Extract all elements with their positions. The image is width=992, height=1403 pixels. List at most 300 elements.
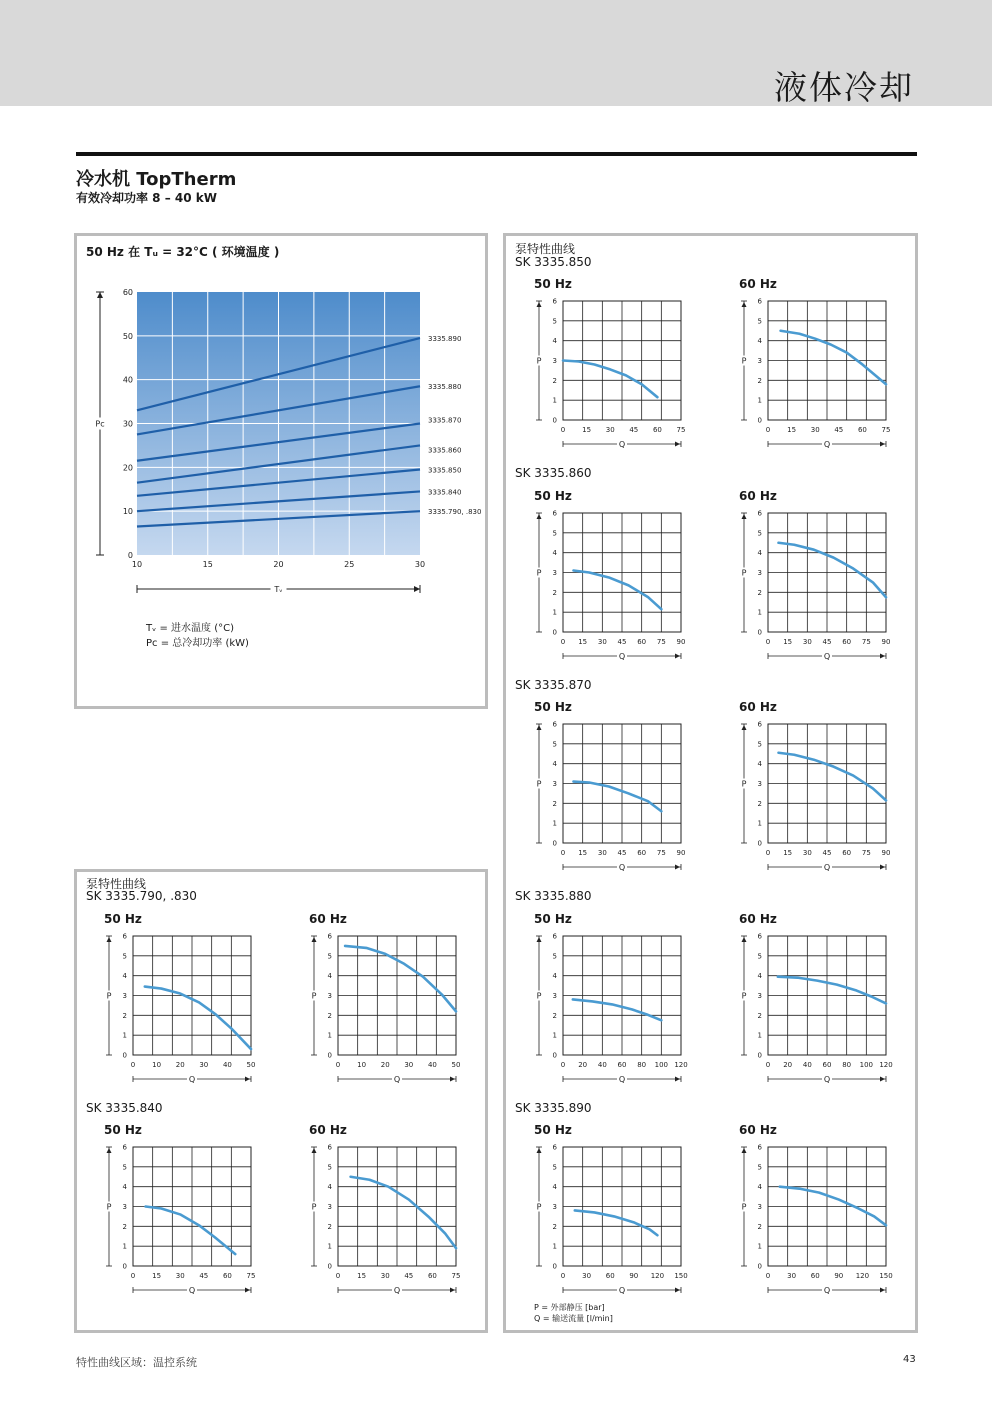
pump-chart	[512, 495, 712, 665]
x-tick-label: 0	[765, 426, 771, 434]
p-axis-label: P	[741, 356, 747, 366]
x-tick-label: 45	[822, 638, 832, 646]
p-axis-label: P	[311, 991, 317, 1001]
p-axis-label: P	[536, 1202, 542, 1212]
y-tick-label: 1	[757, 1242, 762, 1251]
x-tick-label: 20	[783, 1061, 793, 1069]
y-tick-label: 40	[122, 375, 133, 385]
x-tick-label: 90	[676, 638, 686, 646]
y-tick-label: 3	[757, 569, 762, 577]
x-tick-label: 0	[130, 1272, 136, 1280]
x-tick-label: 50	[451, 1061, 461, 1069]
freq-label: 60 Hz	[309, 1123, 347, 1137]
p-axis-label: P	[536, 356, 542, 366]
x-tick-label: 45	[617, 638, 627, 646]
x-tick-label: 30	[802, 849, 812, 857]
x-tick-label: 60	[637, 638, 647, 646]
y-tick-label: 2	[757, 1011, 762, 1020]
q-axis-arrow	[450, 1288, 455, 1293]
y-tick-label: 1	[757, 819, 762, 828]
pump-chart	[717, 706, 917, 876]
x-tick-label: 15	[357, 1272, 367, 1280]
q-axis-arrow	[675, 654, 680, 659]
series-label: 3335.790, .830	[428, 508, 482, 517]
y-tick-label: 1	[552, 608, 557, 617]
series-label: 3335.890	[428, 335, 462, 344]
x-tick-label: 40	[802, 1061, 812, 1069]
y-tick-label: 5	[757, 952, 762, 961]
x-tick-label: 80	[637, 1061, 647, 1069]
pump-chart	[717, 283, 917, 453]
y-tick-label: 2	[552, 1222, 557, 1231]
y-tick-label: 0	[122, 1262, 127, 1271]
y-tick-label: 6	[757, 720, 762, 729]
x-tick-label: 15	[787, 426, 797, 434]
x-tick-label: 25	[344, 560, 355, 569]
title-rule	[76, 152, 917, 156]
x-tick-label: 45	[629, 426, 639, 434]
y-tick-label: 6	[122, 1143, 127, 1152]
y-tick-label: 1	[552, 396, 557, 405]
pump-chart	[717, 495, 917, 665]
y-tick-label: 0	[552, 839, 557, 848]
y-tick-label: 0	[122, 1051, 127, 1060]
x-axis-label: Tᵥ	[274, 585, 283, 594]
q-axis-label: Q	[618, 652, 626, 661]
product-title: 冷水机 TopTherm	[76, 169, 237, 190]
x-tick-label: 100	[654, 1061, 669, 1069]
y-tick-label: 3	[552, 780, 557, 788]
model-label-860: SK 3335.860	[515, 466, 592, 480]
x-tick-label: 60	[810, 1272, 820, 1280]
y-tick-label: 2	[552, 1011, 557, 1020]
q-axis-label: Q	[393, 1286, 401, 1295]
y-tick-label: 6	[757, 1143, 762, 1152]
right-pumps-heading: 泵特性曲线	[515, 242, 576, 256]
model-label-850: SK 3335.850	[515, 255, 592, 269]
x-tick-label: 30	[810, 426, 820, 434]
y-tick-label: 1	[122, 1031, 127, 1040]
series-label: 3335.870	[428, 416, 462, 425]
x-tick-label: 100	[859, 1061, 874, 1069]
y-tick-label: 3	[757, 992, 762, 1000]
main-cooling-chart	[90, 285, 490, 605]
y-tick-label: 4	[552, 760, 557, 769]
y-tick-label: 4	[757, 760, 762, 769]
y-tick-label: 4	[552, 972, 557, 981]
q-axis-label: Q	[618, 863, 626, 872]
x-tick-label: 0	[765, 638, 771, 646]
y-tick-label: 20	[122, 463, 133, 473]
x-tick-label: 10	[152, 1061, 162, 1069]
p-axis-label: P	[106, 1202, 112, 1212]
p-axis-arrow	[537, 725, 542, 730]
p-axis-arrow	[107, 1148, 112, 1153]
x-tick-label: 40	[222, 1061, 232, 1069]
y-tick-label: 4	[757, 1183, 762, 1192]
pump-chart	[512, 1129, 712, 1299]
x-tick-label: 75	[881, 426, 891, 434]
p-axis-label: P	[741, 1202, 747, 1212]
y-tick-label: 4	[757, 972, 762, 981]
p-axis-arrow	[537, 937, 542, 942]
x-tick-label: 80	[842, 1061, 852, 1069]
x-tick-label: 120	[674, 1061, 688, 1069]
x-tick-label: 15	[152, 1272, 162, 1280]
x-tick-label: 75	[861, 849, 871, 857]
y-tick-label: 2	[757, 1222, 762, 1231]
freq-label: 50 Hz	[534, 912, 572, 926]
x-tick-label: 0	[765, 1272, 771, 1280]
x-tick-label: 0	[560, 426, 566, 434]
x-tick-label: 45	[404, 1272, 414, 1280]
y-tick-label: 0	[552, 1262, 557, 1271]
y-tick-label: 3	[552, 992, 557, 1000]
y-tick-label: 4	[327, 972, 332, 981]
x-tick-label: 30	[605, 426, 615, 434]
y-tick-label: 2	[757, 588, 762, 597]
x-tick-label: 0	[560, 638, 566, 646]
y-tick-label: 2	[552, 376, 557, 385]
x-tick-label: 30	[787, 1272, 797, 1280]
main-chart-title: 50 Hz 在 Tᵤ = 32°C ( 环境温度 )	[86, 245, 280, 259]
y-tick-label: 0	[757, 628, 762, 637]
y-tick-label: 0	[327, 1051, 332, 1060]
q-axis-label: Q	[823, 1075, 831, 1084]
q-axis-arrow	[675, 442, 680, 447]
product-subtitle: 有效冷却功率 8 – 40 kW	[76, 191, 217, 205]
pump-chart	[512, 918, 712, 1088]
x-tick-label: 120	[855, 1272, 870, 1280]
x-tick-label: 30	[199, 1061, 209, 1069]
y-tick-label: 4	[327, 1183, 332, 1192]
y-tick-label: 2	[757, 376, 762, 385]
pump-chart	[717, 1129, 917, 1299]
y-tick-label: 5	[122, 952, 127, 961]
freq-label: 60 Hz	[309, 912, 347, 926]
x-tick-label: 0	[560, 1272, 566, 1280]
x-tick-label: 20	[273, 560, 284, 569]
units-p: P = 外部静压 [bar]	[534, 1303, 605, 1312]
y-tick-label: 5	[327, 952, 332, 961]
x-tick-label: 50	[246, 1061, 256, 1069]
x-tick-label: 60	[427, 1272, 437, 1280]
x-tick-label: 150	[879, 1272, 893, 1280]
x-tick-label: 30	[380, 1272, 390, 1280]
x-tick-label: 75	[861, 638, 871, 646]
x-tick-label: 20	[175, 1061, 185, 1069]
x-tick-label: 120	[879, 1061, 893, 1069]
q-axis-label: Q	[188, 1286, 196, 1295]
y-tick-label: 5	[552, 740, 557, 749]
left-pumps-heading: 泵特性曲线	[86, 877, 147, 891]
legend-tw: Tᵥ = 进水温度 (°C)	[146, 623, 234, 634]
q-axis-arrow	[675, 1288, 680, 1293]
y-tick-label: 3	[757, 357, 762, 365]
pump-chart	[512, 283, 712, 453]
y-tick-label: 5	[552, 1163, 557, 1172]
x-tick-label: 15	[783, 638, 793, 646]
y-tick-label: 0	[757, 416, 762, 425]
y-tick-label: 0	[552, 628, 557, 637]
y-tick-label: 3	[327, 1203, 332, 1211]
x-tick-label: 10	[131, 560, 143, 569]
q-axis-arrow	[880, 1077, 885, 1082]
x-tick-label: 30	[582, 1272, 592, 1280]
x-tick-label: 90	[881, 638, 891, 646]
p-axis-arrow	[742, 937, 747, 942]
freq-label: 50 Hz	[534, 700, 572, 714]
x-tick-label: 15	[582, 426, 592, 434]
freq-label: 50 Hz	[534, 277, 572, 291]
freq-label: 50 Hz	[104, 912, 142, 926]
y-tick-label: 2	[757, 799, 762, 808]
model-label-790: SK 3335.790, .830	[86, 889, 197, 903]
x-tick-label: 90	[834, 1272, 844, 1280]
x-tick-label: 40	[427, 1061, 437, 1069]
q-axis-arrow	[245, 1288, 250, 1293]
q-axis-arrow	[880, 442, 885, 447]
q-axis-label: Q	[188, 1075, 196, 1084]
y-tick-label: 1	[552, 819, 557, 828]
y-tick-label: 6	[122, 932, 127, 941]
model-label-840: SK 3335.840	[86, 1101, 163, 1115]
y-tick-label: 2	[327, 1222, 332, 1231]
y-tick-label: 3	[552, 1203, 557, 1211]
y-tick-label: 30	[122, 419, 133, 429]
freq-label: 50 Hz	[534, 489, 572, 503]
y-tick-label: 3	[552, 357, 557, 365]
x-tick-label: 120	[650, 1272, 665, 1280]
p-axis-label: P	[741, 991, 747, 1001]
x-tick-label: 60	[822, 1061, 832, 1069]
y-tick-label: 5	[757, 1163, 762, 1172]
q-axis-arrow	[880, 654, 885, 659]
freq-label: 60 Hz	[739, 277, 777, 291]
p-axis-arrow	[742, 1148, 747, 1153]
y-tick-label: 6	[552, 720, 557, 729]
y-tick-label: 4	[122, 972, 127, 981]
y-tick-label: 1	[757, 1031, 762, 1040]
x-tick-label: 20	[578, 1061, 588, 1069]
y-tick-label: 1	[327, 1031, 332, 1040]
model-label-880: SK 3335.880	[515, 889, 592, 903]
q-axis-arrow	[880, 865, 885, 870]
freq-label: 60 Hz	[739, 700, 777, 714]
y-tick-label: 5	[552, 952, 557, 961]
x-tick-label: 90	[629, 1272, 639, 1280]
x-tick-label: 60	[637, 849, 647, 857]
y-tick-label: 4	[552, 1183, 557, 1192]
x-tick-label: 40	[597, 1061, 607, 1069]
p-axis-arrow	[537, 514, 542, 519]
y-tick-label: 6	[552, 297, 557, 306]
y-tick-label: 0	[757, 1262, 762, 1271]
y-tick-label: 3	[327, 992, 332, 1000]
y-tick-label: 1	[327, 1242, 332, 1251]
p-axis-arrow	[107, 937, 112, 942]
y-tick-label: 6	[552, 932, 557, 941]
y-tick-label: 2	[552, 799, 557, 808]
q-axis-arrow	[450, 1077, 455, 1082]
p-axis-arrow	[742, 302, 747, 307]
q-axis-label: Q	[618, 1075, 626, 1084]
pump-chart	[717, 918, 917, 1088]
x-tick-label: 0	[335, 1061, 341, 1069]
x-tick-label: 15	[578, 638, 588, 646]
y-tick-label: 6	[757, 932, 762, 941]
y-tick-label: 4	[552, 337, 557, 346]
pump-chart	[287, 918, 487, 1088]
x-tick-label: 0	[130, 1061, 136, 1069]
x-tick-label: 45	[199, 1272, 209, 1280]
y-tick-label: 3	[122, 1203, 127, 1211]
q-axis-label: Q	[823, 652, 831, 661]
x-tick-label: 75	[656, 849, 666, 857]
x-tick-label: 45	[617, 849, 627, 857]
y-tick-label: 5	[122, 1163, 127, 1172]
x-tick-label: 30	[175, 1272, 185, 1280]
y-tick-label: 60	[122, 288, 133, 297]
freq-label: 50 Hz	[104, 1123, 142, 1137]
x-tick-label: 45	[822, 849, 832, 857]
y-tick-label: 3	[122, 992, 127, 1000]
y-tick-label: 0	[757, 1051, 762, 1060]
p-axis-arrow	[742, 514, 747, 519]
x-tick-label: 45	[834, 426, 844, 434]
p-axis-label: P	[311, 1202, 317, 1212]
pump-chart	[82, 918, 282, 1088]
q-axis-arrow	[675, 1077, 680, 1082]
y-tick-label: 1	[757, 396, 762, 405]
x-tick-label: 90	[881, 849, 891, 857]
p-axis-arrow	[537, 1148, 542, 1153]
x-tick-label: 60	[652, 426, 662, 434]
p-axis-arrow	[312, 937, 317, 942]
model-label-890: SK 3335.890	[515, 1101, 592, 1115]
y-tick-label: 2	[327, 1011, 332, 1020]
y-tick-label: 5	[552, 317, 557, 326]
x-tick-label: 10	[357, 1061, 367, 1069]
x-tick-label: 30	[414, 560, 426, 569]
y-tick-label: 5	[552, 529, 557, 538]
q-axis-label: Q	[618, 440, 626, 449]
footer-text: 特性曲线区域：温控系统	[76, 1356, 197, 1369]
x-tick-label: 0	[560, 1061, 566, 1069]
y-tick-label: 3	[552, 569, 557, 577]
freq-label: 50 Hz	[534, 1123, 572, 1137]
y-tick-label: 6	[327, 1143, 332, 1152]
q-axis-label: Q	[618, 1286, 626, 1295]
y-tick-label: 0	[127, 551, 133, 560]
x-tick-label: 0	[765, 1061, 771, 1069]
x-tick-label: 0	[560, 849, 566, 857]
p-axis-label: P	[741, 568, 747, 578]
units-q: Q = 输送流量 [l/min]	[534, 1314, 613, 1323]
x-tick-label: 150	[674, 1272, 688, 1280]
x-tick-label: 60	[857, 426, 867, 434]
p-axis-label: P	[536, 779, 542, 789]
x-tick-label: 60	[617, 1061, 627, 1069]
y-axis-label: Pᴄ	[95, 419, 105, 429]
model-label-870: SK 3335.870	[515, 678, 592, 692]
series-label: 3335.880	[428, 383, 462, 392]
q-axis-arrow	[245, 1077, 250, 1082]
page-header-title: 液体冷却	[774, 68, 914, 107]
y-tick-label: 0	[757, 839, 762, 848]
x-tick-label: 20	[380, 1061, 390, 1069]
y-tick-label: 5	[757, 317, 762, 326]
y-tick-label: 0	[552, 416, 557, 425]
q-axis-arrow	[675, 865, 680, 870]
x-tick-label: 60	[222, 1272, 232, 1280]
y-tick-label: 5	[757, 529, 762, 538]
x-tick-label: 60	[605, 1272, 615, 1280]
x-tick-label: 15	[202, 560, 213, 569]
y-tick-label: 6	[757, 509, 762, 518]
y-tick-label: 10	[122, 507, 133, 517]
series-label: 3335.850	[428, 466, 462, 475]
pump-chart	[82, 1129, 282, 1299]
y-tick-label: 2	[122, 1011, 127, 1020]
y-tick-label: 1	[757, 608, 762, 617]
freq-label: 60 Hz	[739, 1123, 777, 1137]
y-tick-label: 3	[757, 780, 762, 788]
x-tick-label: 75	[676, 426, 686, 434]
x-tick-label: 90	[676, 849, 686, 857]
p-axis-label: P	[536, 568, 542, 578]
y-tick-label: 5	[327, 1163, 332, 1172]
y-tick-label: 2	[552, 588, 557, 597]
q-axis-arrow	[880, 1288, 885, 1293]
freq-label: 60 Hz	[739, 489, 777, 503]
x-tick-label: 30	[802, 638, 812, 646]
x-tick-label: 30	[597, 638, 607, 646]
y-tick-label: 1	[552, 1031, 557, 1040]
x-tick-label: 15	[578, 849, 588, 857]
y-tick-label: 6	[552, 1143, 557, 1152]
series-label: 3335.860	[428, 446, 462, 455]
freq-label: 60 Hz	[739, 912, 777, 926]
x-axis-arrow	[414, 586, 420, 592]
y-tick-label: 50	[122, 331, 133, 341]
y-tick-label: 4	[122, 1183, 127, 1192]
page-number: 43	[903, 1354, 916, 1365]
y-tick-label: 4	[552, 549, 557, 558]
x-tick-label: 75	[656, 638, 666, 646]
y-tick-label: 0	[552, 1051, 557, 1060]
q-axis-label: Q	[823, 440, 831, 449]
x-tick-label: 30	[404, 1061, 414, 1069]
y-tick-label: 6	[552, 509, 557, 518]
x-tick-label: 60	[842, 638, 852, 646]
legend-pc: Pᴄ = 总冷却功率 (kW)	[146, 638, 249, 649]
x-tick-label: 60	[842, 849, 852, 857]
pump-chart	[287, 1129, 487, 1299]
y-tick-label: 5	[757, 740, 762, 749]
p-axis-label: P	[106, 991, 112, 1001]
y-axis-arrow	[97, 292, 103, 298]
p-axis-label: P	[741, 779, 747, 789]
p-axis-arrow	[742, 725, 747, 730]
x-tick-label: 30	[597, 849, 607, 857]
x-tick-label: 0	[765, 849, 771, 857]
y-tick-label: 4	[757, 337, 762, 346]
y-tick-label: 6	[327, 932, 332, 941]
y-tick-label: 0	[327, 1262, 332, 1271]
pump-chart	[512, 706, 712, 876]
y-tick-label: 3	[757, 1203, 762, 1211]
